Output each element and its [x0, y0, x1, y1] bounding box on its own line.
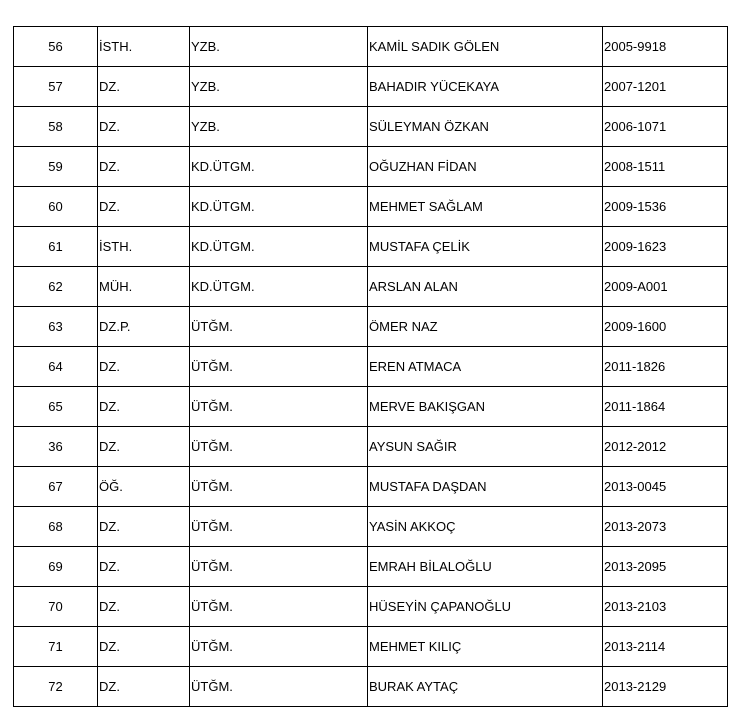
branch-cell: DZ. [98, 107, 190, 147]
full-name-cell: MERVE BAKIŞGAN [368, 387, 603, 427]
full-name-cell: OĞUZHAN FİDAN [368, 147, 603, 187]
rank-cell: KD.ÜTGM. [190, 147, 368, 187]
registry-number-cell: 2013-2129 [603, 667, 728, 707]
registry-number-cell: 2009-1536 [603, 187, 728, 227]
table-row [14, 387, 728, 427]
table-row [14, 67, 728, 107]
registry-number-cell: 2009-A001 [603, 267, 728, 307]
full-name-cell: MEHMET KILIÇ [368, 627, 603, 667]
row-number-cell: 63 [14, 307, 98, 347]
registry-number-cell: 2013-0045 [603, 467, 728, 507]
full-name-cell: ARSLAN ALAN [368, 267, 603, 307]
row-number-cell: 68 [14, 507, 98, 547]
row-number-cell: 58 [14, 107, 98, 147]
branch-cell: DZ. [98, 387, 190, 427]
registry-number-cell: 2005-9918 [603, 27, 728, 67]
row-number-cell: 62 [14, 267, 98, 307]
branch-cell: DZ. [98, 187, 190, 227]
full-name-cell: AYSUN SAĞIR [368, 427, 603, 467]
registry-number-cell: 2013-2073 [603, 507, 728, 547]
row-number-cell: 61 [14, 227, 98, 267]
row-number-cell: 69 [14, 547, 98, 587]
row-number-cell: 65 [14, 387, 98, 427]
full-name-cell: SÜLEYMAN ÖZKAN [368, 107, 603, 147]
row-number-cell: 72 [14, 667, 98, 707]
row-number-cell: 71 [14, 627, 98, 667]
full-name-cell: HÜSEYİN ÇAPANOĞLU [368, 587, 603, 627]
rank-cell: ÜTĞM. [190, 587, 368, 627]
table-row [14, 627, 728, 667]
rank-cell: YZB. [190, 107, 368, 147]
branch-cell: DZ. [98, 587, 190, 627]
rank-cell: ÜTĞM. [190, 387, 368, 427]
row-number-cell: 60 [14, 187, 98, 227]
full-name-cell: MUSTAFA DAŞDAN [368, 467, 603, 507]
branch-cell: DZ. [98, 507, 190, 547]
branch-cell: İSTH. [98, 227, 190, 267]
table-row [14, 107, 728, 147]
table-row [14, 587, 728, 627]
branch-cell: DZ. [98, 347, 190, 387]
registry-number-cell: 2013-2114 [603, 627, 728, 667]
branch-cell: ÖĞ. [98, 467, 190, 507]
branch-cell: DZ. [98, 67, 190, 107]
rank-cell: YZB. [190, 67, 368, 107]
table-row [14, 227, 728, 267]
branch-cell: DZ. [98, 427, 190, 467]
rank-cell: ÜTĞM. [190, 467, 368, 507]
full-name-cell: KAMİL SADIK GÖLEN [368, 27, 603, 67]
rank-cell: ÜTĞM. [190, 547, 368, 587]
rank-cell: ÜTĞM. [190, 667, 368, 707]
row-number-cell: 36 [14, 427, 98, 467]
table-row [14, 187, 728, 227]
registry-number-cell: 2007-1201 [603, 67, 728, 107]
branch-cell: DZ. [98, 547, 190, 587]
registry-number-cell: 2013-2095 [603, 547, 728, 587]
branch-cell: İSTH. [98, 27, 190, 67]
registry-number-cell: 2009-1623 [603, 227, 728, 267]
registry-number-cell: 2006-1071 [603, 107, 728, 147]
table-row [14, 27, 728, 67]
personnel-table-body [14, 27, 728, 707]
branch-cell: DZ. [98, 627, 190, 667]
full-name-cell: ÖMER NAZ [368, 307, 603, 347]
table-row [14, 667, 728, 707]
full-name-cell: MUSTAFA ÇELİK [368, 227, 603, 267]
registry-number-cell: 2011-1864 [603, 387, 728, 427]
table-row [14, 267, 728, 307]
table-row [14, 307, 728, 347]
full-name-cell: EMRAH BİLALOĞLU [368, 547, 603, 587]
table-row [14, 467, 728, 507]
row-number-cell: 70 [14, 587, 98, 627]
branch-cell: DZ.P. [98, 307, 190, 347]
rank-cell: ÜTĞM. [190, 307, 368, 347]
table-row [14, 427, 728, 467]
full-name-cell: BAHADIR YÜCEKAYA [368, 67, 603, 107]
rank-cell: ÜTĞM. [190, 507, 368, 547]
branch-cell: DZ. [98, 667, 190, 707]
registry-number-cell: 2012-2012 [603, 427, 728, 467]
registry-number-cell: 2011-1826 [603, 347, 728, 387]
rank-cell: KD.ÜTGM. [190, 187, 368, 227]
rank-cell: ÜTĞM. [190, 347, 368, 387]
table-row [14, 347, 728, 387]
row-number-cell: 57 [14, 67, 98, 107]
table-row [14, 547, 728, 587]
table-row [14, 147, 728, 187]
row-number-cell: 56 [14, 27, 98, 67]
rank-cell: KD.ÜTGM. [190, 267, 368, 307]
full-name-cell: EREN ATMACA [368, 347, 603, 387]
rank-cell: YZB. [190, 27, 368, 67]
row-number-cell: 64 [14, 347, 98, 387]
branch-cell: DZ. [98, 147, 190, 187]
registry-number-cell: 2008-1511 [603, 147, 728, 187]
full-name-cell: BURAK AYTAÇ [368, 667, 603, 707]
full-name-cell: YASİN AKKOÇ [368, 507, 603, 547]
rank-cell: ÜTĞM. [190, 627, 368, 667]
personnel-table [13, 26, 728, 707]
branch-cell: MÜH. [98, 267, 190, 307]
registry-number-cell: 2009-1600 [603, 307, 728, 347]
row-number-cell: 59 [14, 147, 98, 187]
rank-cell: ÜTĞM. [190, 427, 368, 467]
row-number-cell: 67 [14, 467, 98, 507]
rank-cell: KD.ÜTGM. [190, 227, 368, 267]
full-name-cell: MEHMET SAĞLAM [368, 187, 603, 227]
registry-number-cell: 2013-2103 [603, 587, 728, 627]
table-row [14, 507, 728, 547]
